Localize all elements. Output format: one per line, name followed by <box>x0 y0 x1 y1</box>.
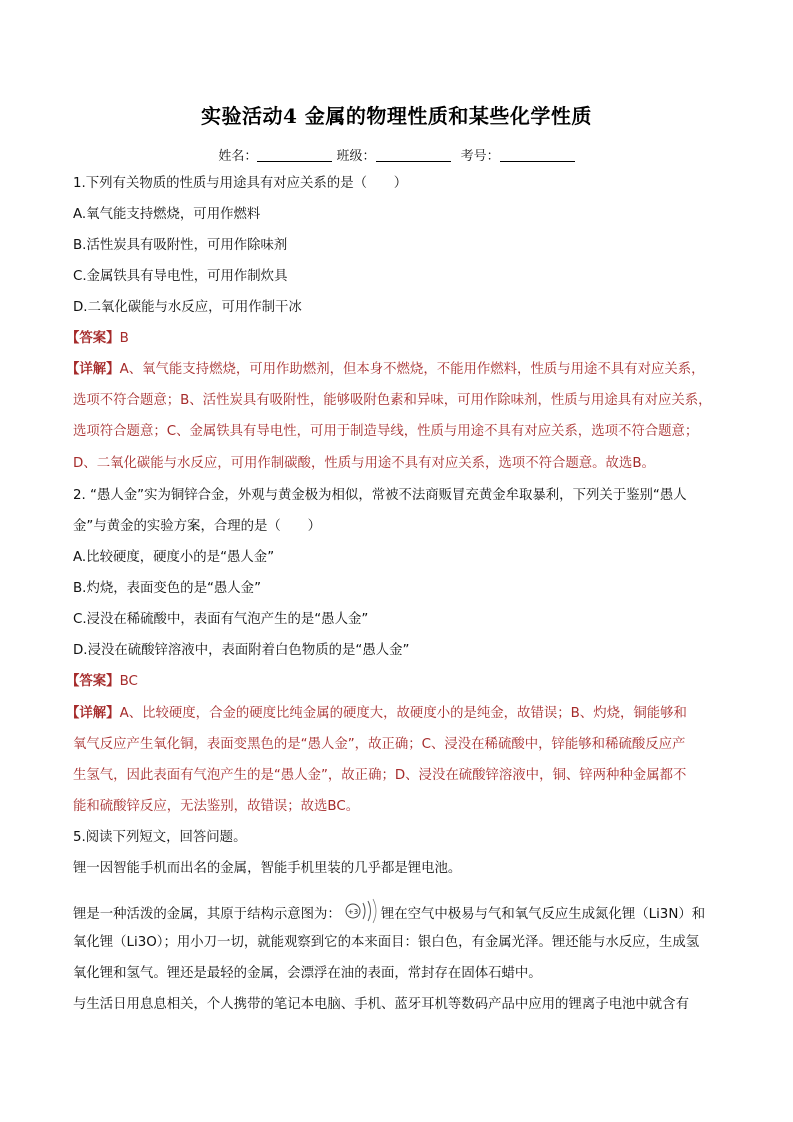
name-label: 姓名： <box>218 149 258 164</box>
q1-detail-text-1: A、氧气能支持燃烧，可用作助燃剂，但本身不燃烧，不能用作燃料，性质与用途不具有对应关系， <box>119 362 705 377</box>
q1-option-c: C.金属铁具有导电性，可用作制炊具 <box>73 269 288 284</box>
q2-answer <box>66 673 138 691</box>
q5-paragraph-2-line-2: 氧化锂（Li3O）；用小刀一切，就能观察到它的本来面目：银白色，有金属光泽。锂还能与水反应，生成氢 <box>73 935 700 950</box>
q2-detail-tag: 【详解】 <box>66 706 120 721</box>
q2-detail-line-4: 能和硫酸锌反应，无法鉴别，故错误；故选BC。 <box>73 799 360 814</box>
q1-detail-line-1 <box>66 361 705 379</box>
atom-nucleus-label: +3 <box>347 908 358 916</box>
student-info-line <box>0 145 793 164</box>
q2-detail-text-1: A、比较硬度，合金的硬度比纯金属的硬度大，故硬度小的是纯金，故错误；B、灼烧，铜能够和 <box>119 706 687 721</box>
q2-option-b: B.灼烧，表面变色的是“愚人金” <box>73 581 262 596</box>
class-blank[interactable] <box>376 148 451 162</box>
q5-paragraph-3: 与生活日用息息相关，个人携带的笔记本电脑、手机、蓝牙耳机等数码产品中应用的锂离子电池中就含有 <box>73 997 689 1012</box>
page-title: 实验活动4 金属的物理性质和某些化学性质 <box>201 104 592 128</box>
q1-detail-line-2: 选项不符合题意；B、活性炭具有吸附性，能够吸附色素和异味，可用作除味剂，性质与用途具有对应关系， <box>73 393 712 408</box>
q2-option-d: D.浸没在硫酸锌溶液中，表面附着白色物质的是“愚人金” <box>73 643 410 658</box>
q5-paragraph-1: 锂一因智能手机而出名的金属，智能手机里装的几乎都是锂电池。 <box>73 861 462 876</box>
q2-detail-line-1 <box>66 705 687 723</box>
q2-option-c: C.浸没在稀硫酸中，表面有气泡产生的是“愚人金” <box>73 612 369 627</box>
lithium-atom-structure-diagram <box>343 897 379 931</box>
q5-paragraph-2-line-1 <box>73 897 705 931</box>
q1-detail-line-4: D、二氧化碳能与水反应，可用作制碳酸，性质与用途不具有对应关系，选项不符合题意。故选B。 <box>73 456 655 471</box>
q2-option-a: A.比较硬度，硬度小的是“愚人金” <box>73 550 275 565</box>
q2-stem-line-1: 2. “愚人金”实为铜锌合金，外观与黄金极为相似，常被不法商贩冒充黄金牟取暴利，下列关于鉴别“愚人 <box>73 488 687 503</box>
q1-answer-tag: 【答案】 <box>66 331 120 346</box>
q1-option-d: D.二氧化碳能与水反应，可用作制干冰 <box>73 300 302 315</box>
q1-detail-tag: 【详解】 <box>66 362 120 377</box>
q5-para2-end: 锂在空气中极易与气和氧气反应生成氮化锂（Li3N）和 <box>380 907 706 922</box>
q1-option-b: B.活性炭具有吸附性，可用作除味剂 <box>73 238 288 253</box>
q5-para2-start: 锂是一种活泼的金属，其原于结构示意图为： <box>73 907 341 922</box>
q5-stem: 5.阅读下列短文，回答问题。 <box>73 830 247 845</box>
exam-number-blank[interactable] <box>500 148 575 162</box>
q2-answer-tag: 【答案】 <box>66 674 120 689</box>
q1-stem: 1.下列有关物质的性质与用途具有对应关系的是（ ） <box>73 176 408 191</box>
q2-detail-line-2: 氧气反应产生氧化铜，表面变黑色的是“愚人金”，故正确；C、浸没在稀硫酸中，锌能够和稀硫酸反应产 <box>73 737 686 752</box>
q1-option-a: A.氧气能支持燃烧，可用作燃料 <box>73 207 261 222</box>
exam-number-label: 考号： <box>460 149 500 164</box>
q1-detail-line-3: 选项符合题意；C、金属铁具有导电性，可用于制造导线，性质与用途不具有对应关系，选项不符合题意； <box>73 424 699 439</box>
q2-detail-line-3: 生氢气，因此表面有气泡产生的是“愚人金”，故正确；D、浸没在硫酸锌溶液中，铜、锌两种种金属都不 <box>73 768 687 783</box>
q5-paragraph-2-line-3: 氧化锂和氢气。锂还是最轻的金属，会漂浮在油的表面，常封存在固体石蜡中。 <box>73 966 542 981</box>
q2-answer-value: BC <box>119 674 138 689</box>
q2-stem-line-2: 金”与黄金的实验方案，合理的是（ ） <box>73 519 321 534</box>
q1-answer <box>66 330 129 348</box>
q1-answer-value: B <box>119 331 129 346</box>
name-blank[interactable] <box>257 148 332 162</box>
class-label: 班级： <box>336 149 376 164</box>
